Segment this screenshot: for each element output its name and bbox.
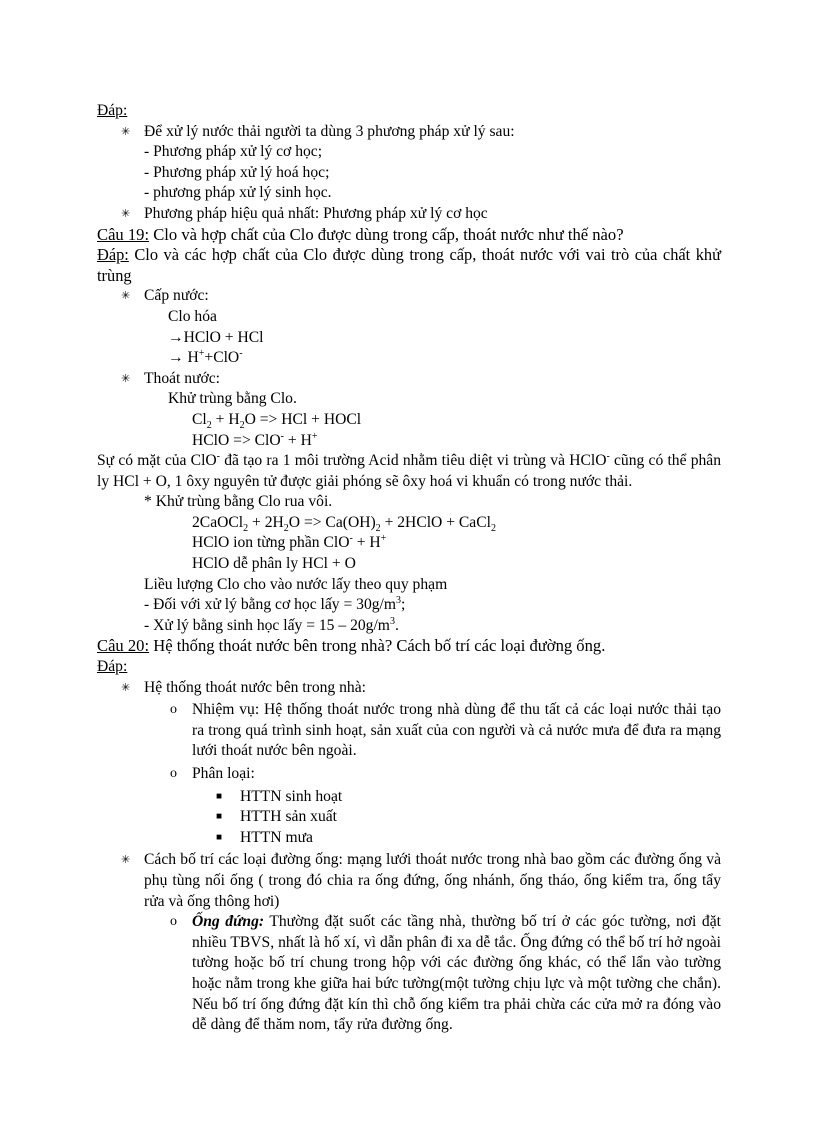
answer-heading: Đáp: [97, 102, 128, 119]
circle-bullet-icon: o [170, 766, 177, 781]
text-line: Khử trùng bằng Clo. [168, 390, 297, 408]
bullet-item: ✳ Để xử lý nước thải người ta dùng 3 phương pháp xử lý sau: [97, 122, 721, 143]
answer-19: Đáp: Clo và các hợp chất của Clo được dùng trong cấp, thoát nước với vai trò của chất khử trùng [97, 245, 721, 285]
question-20: Câu 20: Hệ thống thoát nước bên trong nhà? Cách bố trí các loại đường ống. [97, 636, 606, 656]
text-line: - Đối với xử lý bằng cơ học lấy = $30g/m^3$; [144, 595, 406, 614]
method-item: - Phương pháp xử lý hoá học; [144, 163, 330, 181]
sub-bullet-item: o Phân loại: [97, 764, 721, 785]
paragraph: Sự có mặt của ClO- đã tạo ra 1 môi trường Acid nhằm tiêu diệt vi trùng và HClO- cũng có thể phân ly HCl + O, 1 ôxy nguyên tử được giải phóng sẽ ôxy hoá vi khuẩn có trong nước thải. [97, 450, 722, 490]
circle-bullet-icon: o [170, 702, 177, 718]
answer-heading: Đáp: [97, 658, 128, 676]
formula-line: HClO => ClO- + H+ [192, 430, 318, 449]
formula-line: → H++ClO- [168, 347, 243, 367]
formula-line: HClO ion từng phần ClO- + H+ [192, 533, 387, 552]
bullet-item: ✳ Hệ thống thoát nước bên trong nhà: [97, 678, 721, 699]
bullet-item: ✳ Cách bố trí các loại đường ống: mạng lưới thoát nước trong nhà bao gồm các đường ống và phụ tùng nối ống ( trong đó chia ra ống đứng, ống nhánh, ống tháo, ống kiểm tra, ống tẩy rửa và ống thông hơi) [121, 851, 721, 910]
asterisk-bullet-icon: ✳ [121, 854, 131, 867]
asterisk-bullet-icon: ✳ [121, 125, 131, 138]
formula-line: 2CaOCl$_2$ + $2H_2O => Ca(OH)_2$ + 2HClO + CaCl$_2$ [192, 513, 496, 534]
square-bullet-icon: ■ [216, 811, 223, 823]
question-19: Câu 19: Clo và hợp chất của Clo được dùng trong cấp, thoát nước như thế nào? [97, 224, 624, 244]
bullet-item: ✳ Phương pháp hiệu quả nhất: Phương pháp xử lý cơ học [97, 204, 721, 225]
formula-line: HClO dễ phân ly HCl + O [192, 555, 356, 573]
asterisk-bullet-icon: ✳ [121, 681, 131, 694]
asterisk-bullet-icon: ✳ [121, 207, 131, 220]
document-page [97, 101, 721, 1036]
asterisk-bullet-icon: ✳ [121, 372, 131, 385]
square-bullet-icon: ■ [216, 790, 223, 802]
formula-line: $Cl_2 + H_2O$ => HCl + HOCl [192, 410, 362, 432]
list-item: ■ HTTN sinh hoạt [97, 787, 721, 808]
bullet-item: ✳ Thoát nước: [97, 369, 721, 390]
text-line: Liều lượng Clo cho vào nước lấy theo quy phạm [144, 575, 448, 593]
formula-line: →HClO + HCl [168, 328, 264, 346]
bullet-item: ✳ Cấp nước: [97, 286, 721, 307]
method-item: - Phương pháp xử lý cơ học; [144, 143, 323, 161]
right-arrow-icon: → [168, 328, 184, 346]
sub-bullet-item: o Nhiệm vụ: Hệ thống thoát nước trong nhà dùng để thu tất cả các loại nước thải tạo ra trong quá trình sinh hoạt, sản xuất của con người và cả nước mưa để đưa ra mạng lưới thoát nước bên ngoài. [170, 701, 721, 760]
square-bullet-icon: ■ [216, 831, 223, 843]
list-item: ■ HTTH sản xuất [97, 807, 721, 828]
formula-line: Clo hóa [168, 307, 217, 325]
right-arrow-icon: → [168, 349, 184, 367]
text-line: - Xử lý bằng sinh học lấy = $15 - 20g/m^3$. [144, 615, 399, 634]
sub-bullet-item: o Ống đứng: Thường đặt suốt các tầng nhà, thường bố trí ở các góc tường, nơi đặt nhiều TBVS, nhất là hố xí, vì dẫn phân đi xa dễ tắc. Ống đứng có thể bố trí hở ngoài tường hoặc bố trí chung trong hộp với các đường ống khác, có thể lẩn vào tường hoặc nằm trong khe giữa hai bức tường(một tường chịu lực và một tường che chắn). Nếu bố trí ống đứng đặt kín thì chỗ ống kiểm tra phải chừa các cửa mở ra đóng vào dễ dàng để thăm nom, tẩy rửa đường ống. [170, 913, 721, 1034]
text-line: * Khử trùng bằng Clo rua vôi. [144, 493, 333, 511]
method-item: - phương pháp xử lý sinh học. [144, 184, 332, 202]
list-item: ■ HTTN mưa [97, 828, 721, 849]
asterisk-bullet-icon: ✳ [121, 290, 131, 303]
circle-bullet-icon: o [170, 914, 177, 930]
